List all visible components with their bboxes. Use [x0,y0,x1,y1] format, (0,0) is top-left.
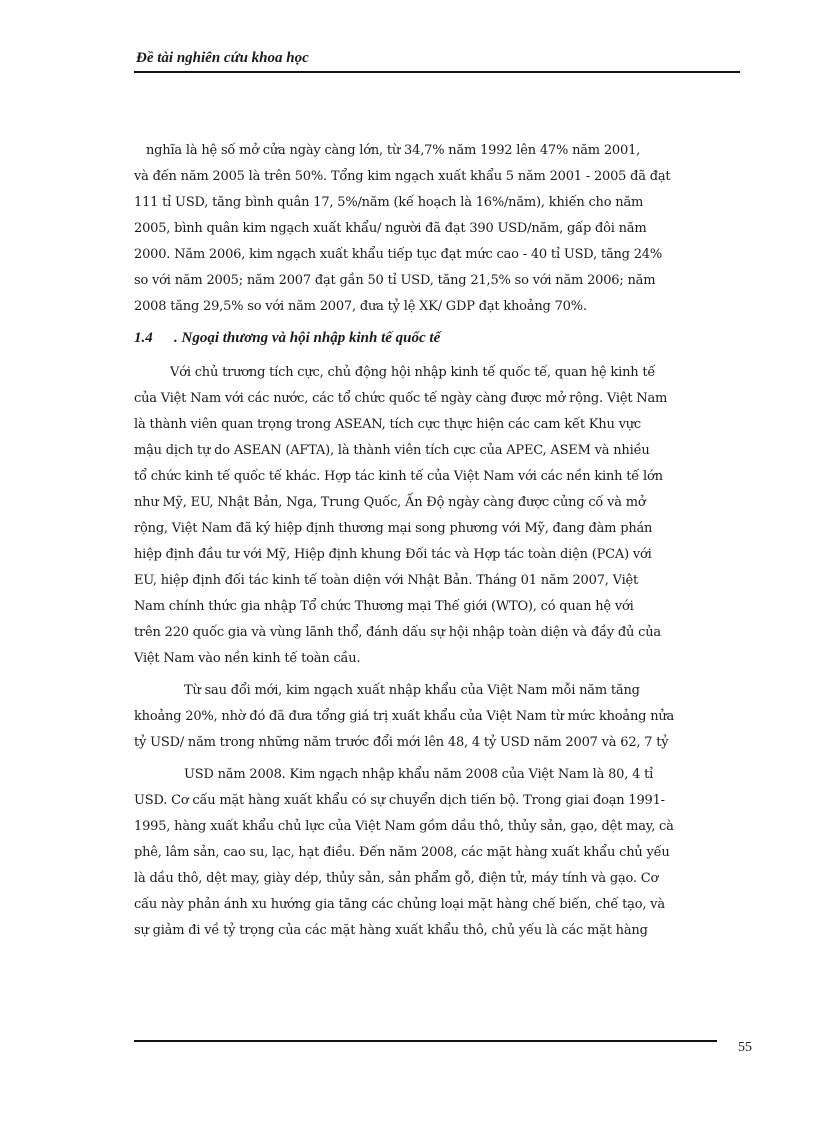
section-title: . Ngoại thương và hội nhập kinh tế quốc tế [174,330,441,346]
text-line: và đến năm 2005 là trên 50%. Tổng kim ngạch xuất khẩu 5 năm 2001 - 2005 đã đạt [134,169,671,184]
text-line: 1995, hàng xuất khẩu chủ lực của Việt Nam gồm dầu thô, thủy sản, gạo, dệt may, cà [134,819,674,834]
paragraph-integration [134,360,740,672]
text-line: cấu này phản ánh xu hướng gia tăng các chủng loại mặt hàng chế biến, chế tạo, và [134,897,665,912]
text-line: so với năm 2005; năm 2007 đạt gần 50 tỉ USD, tăng 21,5% so với năm 2006; năm [134,273,656,288]
text-line: tổ chức kinh tế quốc tế khác. Hợp tác kinh tế của Việt Nam với các nền kinh tế lớn [134,469,663,484]
text-line: Việt Nam vào nền kinh tế toàn cầu. [134,651,361,666]
section-heading [134,330,440,347]
text-line: USD. Cơ cấu mặt hàng xuất khẩu có sự chuyển dịch tiến bộ. Trong giai đoạn 1991- [134,793,665,808]
text-line: Nam chính thức gia nhập Tổ chức Thương mại Thế giới (WTO), có quan hệ với [134,599,634,614]
footer-divider [134,1040,717,1042]
text-line: sự giảm đi về tỷ trọng của các mặt hàng xuất khẩu thô, chủ yếu là các mặt hàng [134,923,648,938]
page-number: 55 [738,1040,752,1055]
text-line: Với chủ trương tích cực, chủ động hội nhập kinh tế quốc tế, quan hệ kinh tế [170,365,656,380]
text-line: 2008 tăng 29,5% so với năm 2007, đưa tỷ lệ XK/ GDP đạt khoảng 70%. [134,299,587,314]
header-divider [134,71,740,73]
paragraph-export-structure [134,762,740,944]
paragraph-export-openness [134,138,740,320]
text-line: 2005, bình quân kim ngạch xuất khẩu/ người đã đạt 390 USD/năm, gấp đôi năm [134,221,647,236]
text-line: như Mỹ, EU, Nhật Bản, Nga, Trung Quốc, Ấn Độ ngày càng được củng cố và mở [134,495,646,510]
text-line: USD năm 2008. Kim ngạch nhập khẩu năm 2008 của Việt Nam là 80, 4 tỉ [184,767,654,782]
text-line: mậu dịch tự do ASEAN (AFTA), là thành viên tích cực của APEC, ASEM và nhiều [134,443,650,458]
text-line: là dầu thô, dệt may, giày dép, thủy sản, sản phẩm gỗ, điện tử, máy tính và gạo. Cơ [134,871,659,886]
text-line: trên 220 quốc gia và vùng lãnh thổ, đánh dấu sự hội nhập toàn diện và đầy đủ của [134,625,661,640]
text-line: phê, lâm sản, cao su, lạc, hạt điều. Đến năm 2008, các mặt hàng xuất khẩu chủ yếu [134,845,670,860]
text-line: là thành viên quan trọng trong ASEAN, tích cực thực hiện các cam kết Khu vực [134,417,641,432]
text-line: Từ sau đổi mới, kim ngạch xuất nhập khẩu của Việt Nam mỗi năm tăng [184,683,640,698]
section-number: 1.4 [134,330,153,346]
text-line: nghĩa là hệ số mở cửa ngày càng lớn, từ 34,7% năm 1992 lên 47% năm 2001, [146,143,641,158]
page-header-title: Đề tài nghiên cứu khoa học [136,50,309,66]
text-line: 2000. Năm 2006, kim ngạch xuất khẩu tiếp tục đạt mức cao - 40 tỉ USD, tăng 24% [134,247,663,262]
text-line: hiệp định đầu tư với Mỹ, Hiệp định khung Đối tác và Hợp tác toàn diện (PCA) với [134,547,652,562]
text-line: tỷ USD/ năm trong những năm trước đổi mới lên 48, 4 tỷ USD năm 2007 và 62, 7 tỷ [134,735,669,750]
paragraph-trade-growth [134,678,740,756]
text-line: của Việt Nam với các nước, các tổ chức quốc tế ngày càng được mở rộng. Việt Nam [134,391,668,406]
text-line: rộng, Việt Nam đã ký hiệp định thương mại song phương với Mỹ, đang đàm phán [134,521,653,536]
text-line: khoảng 20%, nhờ đó đã đưa tổng giá trị xuất khẩu của Việt Nam từ mức khoảng nửa [134,709,675,724]
text-line: EU, hiệp định đối tác kinh tế toàn diện với Nhật Bản. Tháng 01 năm 2007, Việt [134,573,639,588]
text-line: 111 tỉ USD, tăng bình quân 17, 5%/năm (kế hoạch là 16%/năm), khiến cho năm [134,195,644,210]
